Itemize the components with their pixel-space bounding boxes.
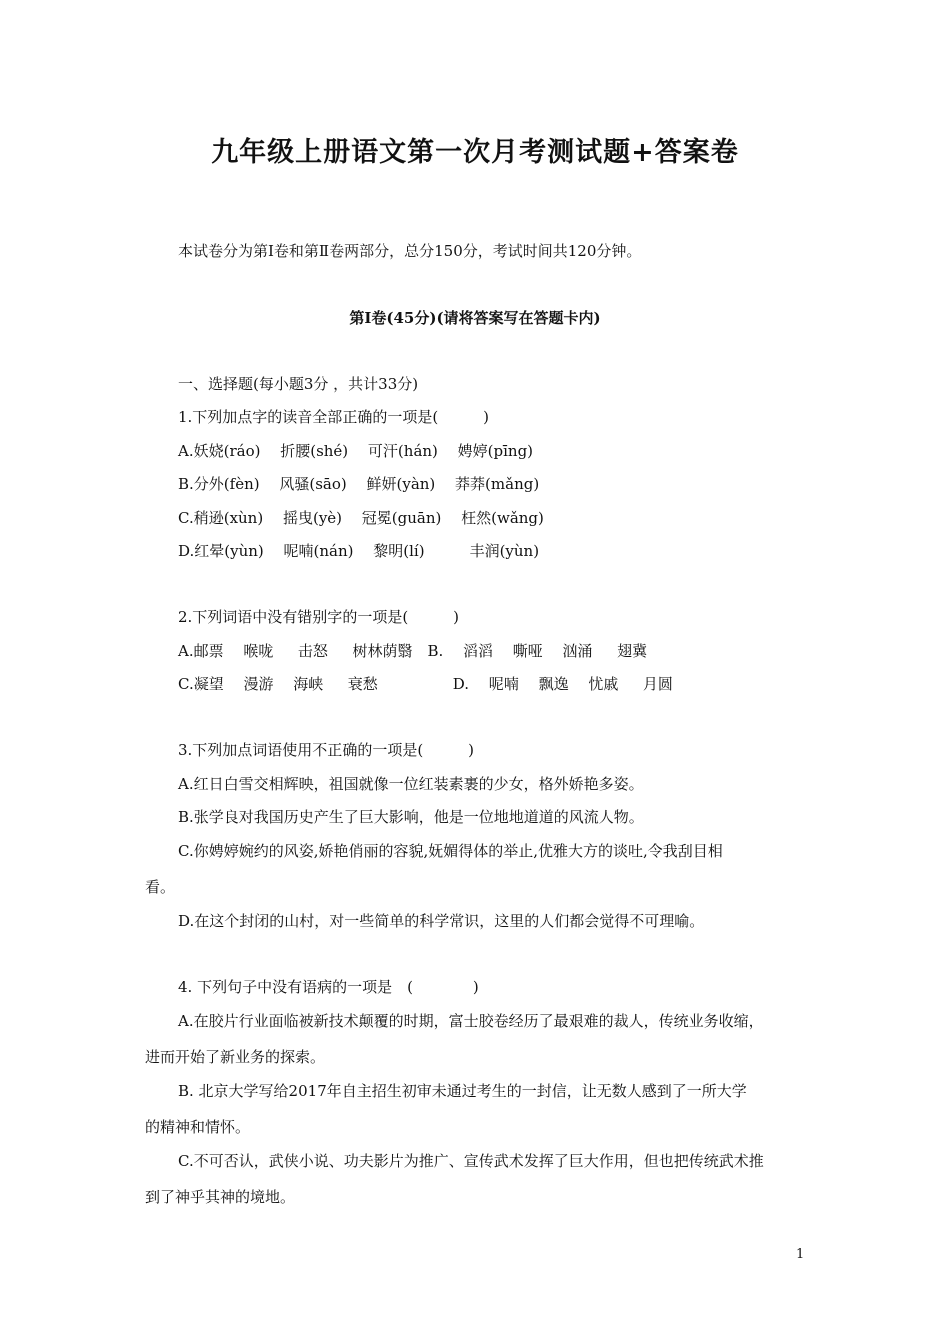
part-heading: 一、选择题(每小题3分 ，共计33分) <box>178 375 419 393</box>
question-3-option-d: D.在这个封闭的山村，对一些简单的科学常识，这里的人们都会觉得不可理喻。 <box>178 912 705 930</box>
question-2-options-ab: A.邮票 喉咙 击怒 树林荫翳 B. 滔滔 嘶哑 汹涌 翅冀 <box>178 642 648 660</box>
question-1-option-d: D.红晕(yùn) 呢喃(nán) 黎明(lí) 丰润(yùn) <box>178 542 540 560</box>
question-1-option-b: B.分外(fèn) 风骚(sāo) 鲜妍(yàn) 莽莽(mǎng) <box>178 475 540 493</box>
question-4-option-c: C.不可否认，武侠小说、功夫影片为推广、宣传武术发挥了巨大作用，但也把传统武术推 <box>178 1152 764 1170</box>
page-number: 1 <box>796 1247 805 1262</box>
intro-text: 本试卷分为第Ⅰ卷和第Ⅱ卷两部分，总分150分，考试时间共120分钟。 <box>178 242 642 260</box>
question-4-option-b: B. 北京大学写给2017年自主招生初审未通过考生的一封信，让无数人感到了一所大学 <box>178 1082 747 1100</box>
question-4-stem: 4. 下列句子中没有语病的一项是 ( ) <box>178 978 479 996</box>
question-1-option-c: C.稍逊(xùn) 摇曳(yè) 冠冕(guān) 枉然(wǎng) <box>178 509 544 527</box>
section-heading: 第Ⅰ卷(45分)(请将答案写在答题卡内) <box>349 309 601 327</box>
question-2-stem: 2.下列词语中没有错别字的一项是( ) <box>178 608 460 626</box>
question-4-option-a-cont: 进而开始了新业务的探索。 <box>145 1048 326 1066</box>
question-4-option-b-cont: 的精神和情怀。 <box>145 1118 251 1136</box>
question-3-option-b: B.张学良对我国历史产生了巨大影响，他是一位地地道道的风流人物。 <box>178 808 644 826</box>
question-2-options-cd: C.凝望 漫游 海峡 衰愁 D. 呢喃 飘逸 忧戚 月圆 <box>178 675 673 693</box>
question-1-option-a: A.妖娆(ráo) 折腰(shé) 可汗(hán) 娉婷(pīng) <box>178 442 534 460</box>
question-3-stem: 3.下列加点词语使用不正确的一项是( ) <box>178 741 475 759</box>
question-3-option-a: A.红日白雪交相辉映，祖国就像一位红装素裹的少女，格外娇艳多姿。 <box>178 775 644 793</box>
question-4-option-a: A.在胶片行业面临被新技术颠覆的时期，富士胶卷经历了最艰难的裁人，传统业务收缩， <box>178 1012 764 1030</box>
document-title: 九年级上册语文第一次月考测试题+答案卷 <box>211 137 739 168</box>
question-3-option-c-cont: 看。 <box>145 878 176 896</box>
question-3-option-c: C.你娉婷婉约的风姿,娇艳俏丽的容貌,妩媚得体的举止,优雅大方的谈吐,令我刮目相 <box>178 842 723 860</box>
question-1-stem: 1.下列加点字的读音全部正确的一项是( ) <box>178 408 490 426</box>
question-4-option-c-cont: 到了神乎其神的境地。 <box>145 1188 296 1206</box>
